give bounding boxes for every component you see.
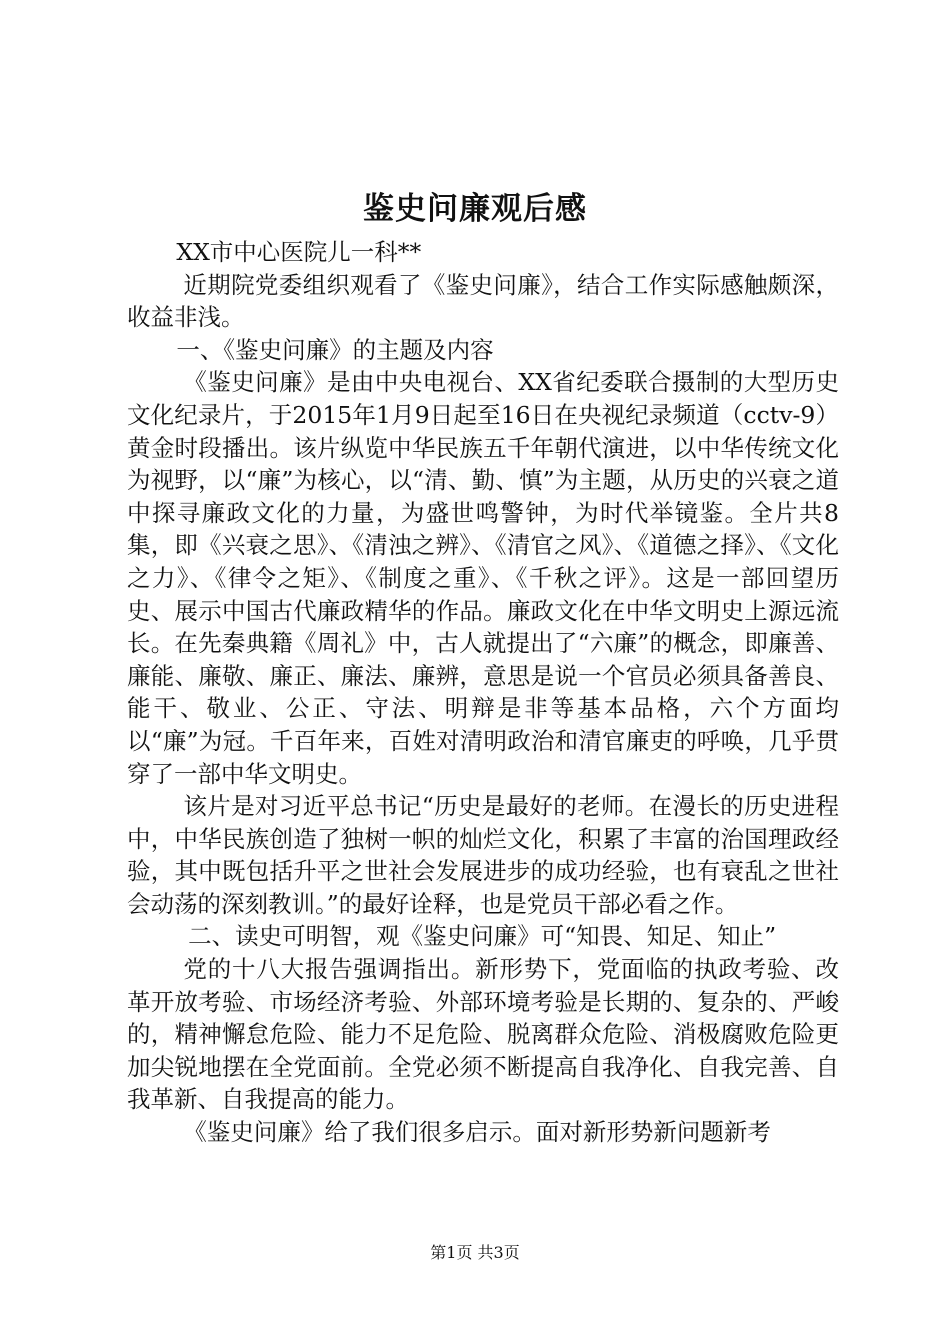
paragraph-content: 《鉴史问廉》是由中央电视台、XX省纪委联合摄制的大型历史文化纪录片，于2015年1月9日起至16日在央视纪录频道（cctv-9）黄金时段播出。该片纵览中华民族五千年朝代演进，以中华传统文化为视野，以“廉”为核心，以“清、勤、慎”为主题，从历史的兴衰之道中探寻廉政文化的力量，为盛世鸣警钟，为时代举镜鉴。全片共8集，即《兴衰之思》、《清浊之辨》、《清官之风》、《道德之择》、《文化之力》、《律令之矩》、《制度之重》、《千秋之评》。这是一部回望历史、展示中国古代廉政精华的作品。廉政文化在中华文明史上源远流长。在先秦典籍《周礼》中，古人就提出了“六廉”的概念，即廉善、廉能、廉敬、廉正、廉法、廉辨，意思是说一个官员必须具备善良、能干、敬业、公正、守法、明辩是非等基本品格，六个方面均以“廉”为冠。千百年来，百姓对清明政治和清官廉吏的呼唤，几乎贯穿了一部中华文明史。 <box>127 368 839 788</box>
section-heading-1: 一、《鉴史问廉》的主题及内容 <box>176 335 494 364</box>
paragraph-quote: 该片是对习近平总书记“历史是最好的老师。在漫长的历史进程中，中华民族创造了独树一帜的灿烂文化，积累了丰富的治国理政经验，其中既包括升平之世社会发展进步的成功经验，也有衰乱之世社会动荡的深刻教训。”的最好诠释，也是党员干部必看之作。 <box>127 792 839 918</box>
section-heading-2: 二、读史可明智，观《鉴史问廉》可“知畏、知足、知止” <box>188 922 777 951</box>
author-line: XX市中心医院儿一科** <box>176 238 422 266</box>
document-body <box>127 236 839 1149</box>
paragraph-intro: 近期院党委组织观看了《鉴史问廉》，结合工作实际感触颇深，收益非浅。 <box>127 270 839 332</box>
paragraph-congress: 党的十八大报告强调指出。新形势下，党面临的执政考验、改革开放考验、市场经济考验、外部环境考验是长期的、复杂的、严峻的，精神懈怠危险、能力不足危险、脱离群众危险、消极腐败危险更加尖锐地摆在全党面前。全党必须不断提高自我净化、自我完善、自我革新、自我提高的能力。 <box>127 955 839 1114</box>
page-footer: 第1页 共3页 <box>430 1243 520 1262</box>
paragraph-inspiration: 《鉴史问廉》给了我们很多启示。面对新形势新问题新考 <box>183 1118 771 1147</box>
page-title: 鉴史问廉观后感 <box>363 191 587 227</box>
